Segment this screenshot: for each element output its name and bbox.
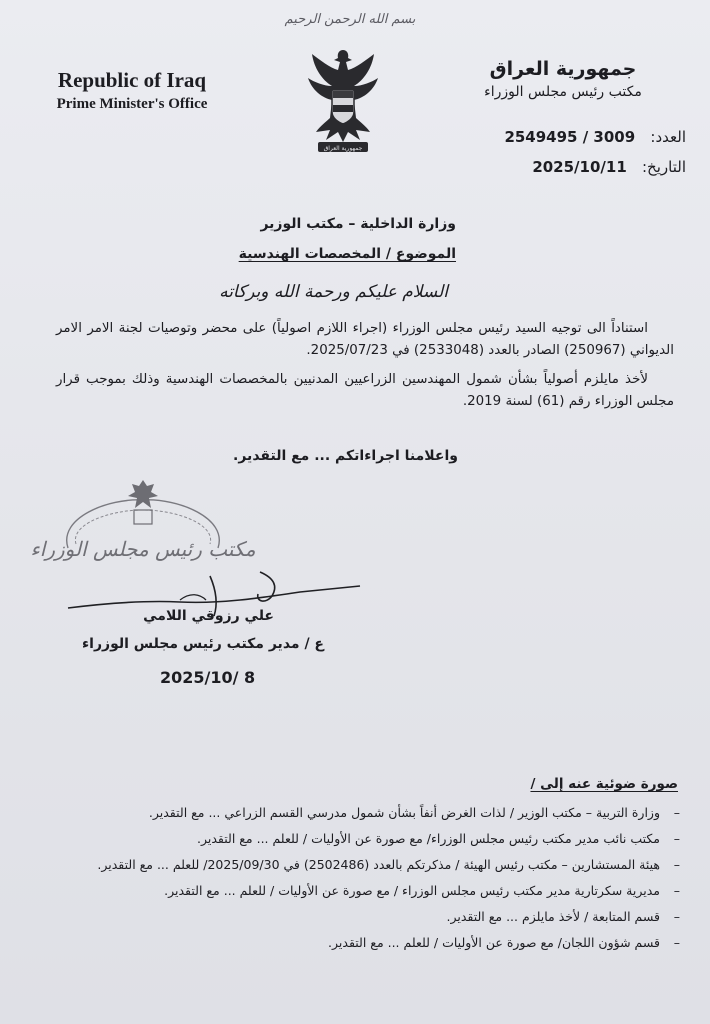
basmala-text: بسم الله الرحمن الرحيم xyxy=(284,12,416,27)
reference-date-label: التاريخ: xyxy=(642,158,686,176)
body-paragraph: لأخذ مايلزم أصولياً بشأن شمول المهندسين الزراعيين المدنيين بالمخصصات الهندسية وذلك بموجب قرار مجلس الوزراء رقم (61) لسنة 2019. xyxy=(56,372,674,409)
emblem-scroll-text: جمهورية العراق xyxy=(323,145,363,152)
arabic-letterhead xyxy=(438,58,688,100)
addressee: وزارة الداخلية – مكتب الوزير xyxy=(260,216,456,232)
greeting: السلام عليكم ورحمة الله وبركاته xyxy=(219,282,448,302)
reference-number-label: العدد: xyxy=(650,128,686,146)
list-item: – مكتب نائب مدير مكتب رئيس مجلس الوزراء/ مع صورة عن الأوليات / للعلم ... مع التقدير. xyxy=(62,828,682,850)
english-letterhead xyxy=(22,68,242,113)
copies-heading: صورة ضوئية عنه إلى / xyxy=(530,776,678,792)
iraq-eagle-emblem-icon xyxy=(300,46,386,154)
copies-list xyxy=(62,802,682,958)
list-item: – قسم المتابعة / لأخذ مايلزم ... مع التقدير. xyxy=(62,906,682,928)
reference-number-value: 2549495 / 3009 xyxy=(504,128,636,146)
english-office-name: Prime Minister's Office xyxy=(56,96,208,112)
letter-body xyxy=(56,318,674,413)
english-country-name: Republic of Iraq xyxy=(57,68,207,92)
body-paragraph: استناداً الى توجيه السيد رئيس مجلس الوزراء (اجراء اللازم اصولياً) على محضر وتوصيات لجنة الامر الامر الديواني (250967) الصادر بالعدد (2533048) في 2025/07/23. xyxy=(56,321,674,358)
list-item: – هيئة المستشارين – مكتب رئيس الهيئة / مذكرتكم بالعدد (2502486) في 2025/09/30/ للعلم ... مع التقدير. xyxy=(62,854,682,876)
subject-line: الموضوع / المخصصات الهندسية xyxy=(238,246,456,262)
arabic-country-name: جمهورية العراق xyxy=(489,58,637,80)
reference-date-value: 2025/10/11 xyxy=(532,158,627,176)
list-item: – قسم شؤون اللجان/ مع صورة عن الأوليات / للعلم ... مع التقدير. xyxy=(62,932,682,954)
list-item: – وزارة التربية – مكتب الوزير / لذات الغرض أنفاً بشأن شمول مدرسي القسم الزراعي ... مع التقدير. xyxy=(62,802,682,824)
stamp-text: مكتب رئيس مجلس الوزراء xyxy=(30,537,256,561)
signatory-name: علي رزوقي اللامي xyxy=(143,608,274,624)
reference-date xyxy=(532,158,686,176)
reference-number xyxy=(504,128,686,146)
arabic-office-name: مكتب رئيس مجلس الوزراء xyxy=(484,84,642,100)
list-item: – مديرية سكرتارية مدير مكتب رئيس مجلس الوزراء / مع صورة عن الأوليات / للعلم ... مع التقدير. xyxy=(62,880,682,902)
signatory-title: ع / مدير مكتب رئيس مجلس الوزراء xyxy=(82,636,324,652)
closing-line: واعلامنا اجراءاتكم ... مع التقدير. xyxy=(233,448,458,464)
signature-date: 2025/10/ 8 xyxy=(160,668,256,687)
